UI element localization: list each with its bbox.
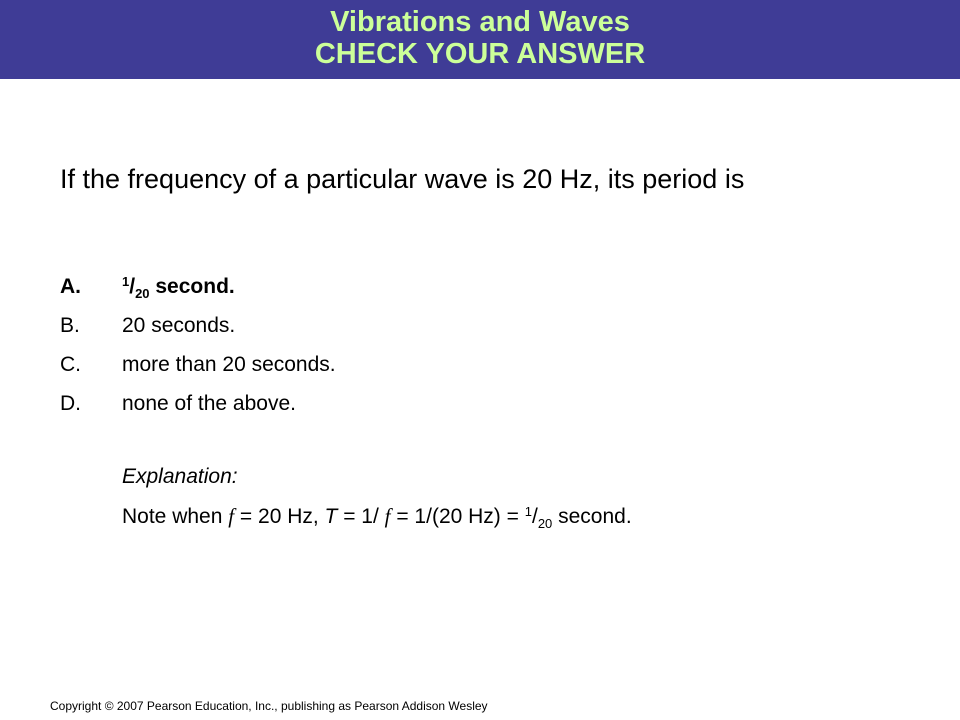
option-text: more than 20 seconds.	[122, 353, 336, 376]
option-d	[60, 389, 336, 428]
explanation-part: Note when	[122, 505, 229, 528]
copyright-footer: Copyright © 2007 Pearson Education, Inc., publishing as Pearson Addison Wesley	[50, 699, 488, 713]
frequency-symbol: f	[228, 504, 235, 528]
fraction-slash: /	[129, 275, 136, 298]
slide-header	[0, 0, 960, 79]
question-text: If the frequency of a particular wave is 20 Hz, its period is	[60, 164, 745, 194]
fraction-denominator: 20	[537, 516, 553, 531]
slide-title: Vibrations and Waves	[330, 6, 630, 38]
explanation	[122, 462, 632, 532]
explanation-part: = 20 Hz,	[234, 505, 325, 528]
explanation-part: second.	[552, 505, 632, 528]
explanation-part: = 1/(20 Hz) =	[390, 505, 525, 528]
explanation-label: Explanation:	[122, 465, 238, 488]
fraction-numerator: 1	[524, 504, 532, 519]
explanation-text	[122, 501, 632, 532]
option-letter: A.	[60, 275, 81, 298]
option-text: second.	[149, 275, 235, 298]
fraction	[524, 504, 553, 531]
slide-subtitle: CHECK YOUR ANSWER	[314, 38, 646, 70]
answer-options	[60, 272, 336, 428]
fraction	[122, 274, 150, 301]
option-text: none of the above.	[122, 392, 296, 415]
option-a	[60, 272, 336, 311]
option-letter: C.	[60, 353, 81, 376]
option-c	[60, 350, 336, 389]
option-letter: B.	[60, 314, 80, 337]
option-letter: D.	[60, 392, 81, 415]
fraction-slash: /	[531, 505, 538, 528]
period-symbol: T	[324, 505, 338, 528]
frequency-symbol: f	[384, 504, 391, 528]
explanation-part: = 1/	[337, 505, 385, 528]
option-b	[60, 311, 336, 350]
option-text: 20 seconds.	[122, 314, 236, 337]
fraction-denominator: 20	[135, 286, 150, 301]
fraction-numerator: 1	[122, 274, 130, 289]
